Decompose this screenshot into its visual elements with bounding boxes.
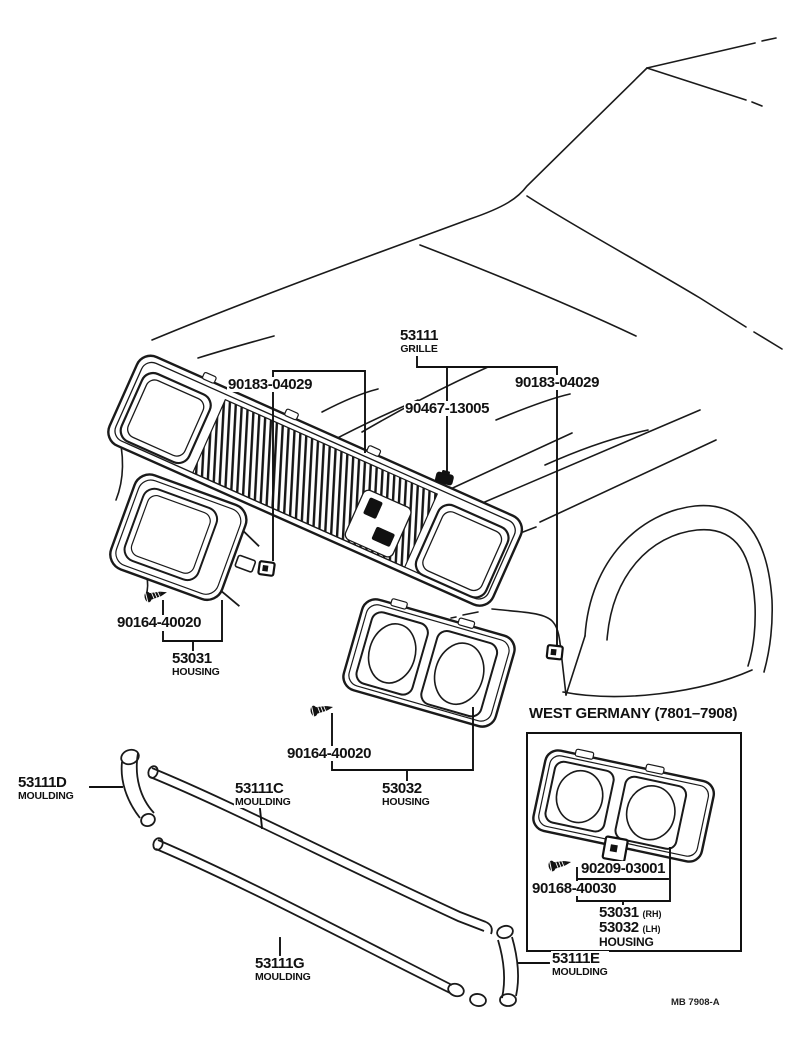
part-number: 90168-40030 [532, 880, 617, 897]
clip-icon [547, 645, 563, 659]
part-name: MOULDING [18, 790, 74, 802]
part-label-moulding-bottom [254, 956, 312, 983]
part-number: 53111E [552, 950, 600, 967]
part-label-clip-left [227, 377, 313, 392]
part-label-wg-screw [580, 861, 666, 876]
part-label-housing-center [381, 781, 431, 808]
part-name: MOULDING [552, 966, 608, 978]
grommet-icon [602, 836, 627, 861]
part-number: 90164-40020 [117, 614, 202, 631]
part-number: 53111G [255, 955, 305, 972]
part-number: 53111D [18, 774, 67, 791]
part-label-wg-grommet [531, 881, 617, 896]
part-number: 90183-04029 [515, 374, 600, 391]
part-number: 90209-03001 [581, 860, 666, 877]
part-label-screw-center [286, 746, 372, 761]
moulding-left-end-drawing [119, 747, 156, 828]
wg-box-title: WEST GERMANY (7801–7908) [529, 705, 738, 722]
part-number: 90467-13005 [405, 400, 490, 417]
part-number: 53111 [399, 327, 439, 344]
part-name: HOUSING [599, 935, 654, 949]
part-label-wg-housing [598, 905, 663, 948]
part-number: 90183-04029 [228, 376, 313, 393]
page-code: MB 7908-A [671, 997, 720, 1008]
part-number: 90164-40020 [287, 745, 372, 762]
screw-icon [548, 857, 573, 872]
part-number-rh: 53031 (RH) [599, 904, 662, 921]
part-number: 53031 [172, 650, 212, 667]
part-label-grille [393, 328, 445, 355]
part-name: MOULDING [255, 971, 311, 983]
part-name: GRILLE [400, 343, 438, 355]
part-label-moulding-top [234, 781, 292, 808]
screw-icon [310, 702, 335, 717]
moulding-bottom-strip-drawing [152, 837, 487, 1007]
part-label-housing-left [171, 651, 221, 678]
moulding-right-end-drawing [496, 924, 518, 1006]
moulding-top-strip-drawing [147, 765, 492, 934]
part-name: HOUSING [382, 796, 430, 808]
part-number-lh: 53032 (LH) [599, 919, 661, 936]
part-label-moulding-left [17, 775, 75, 802]
part-label-grille-nut [404, 401, 490, 416]
clip-icon [258, 561, 275, 576]
part-label-clip-right [514, 375, 600, 390]
part-label-screw-left [116, 615, 202, 630]
headlamp-housing-center-drawing [340, 591, 519, 730]
part-number: 53111C [235, 780, 284, 797]
part-name: MOULDING [235, 796, 291, 808]
part-name: HOUSING [172, 666, 220, 678]
part-label-moulding-right [551, 951, 609, 978]
part-number: 53032 [382, 780, 422, 797]
